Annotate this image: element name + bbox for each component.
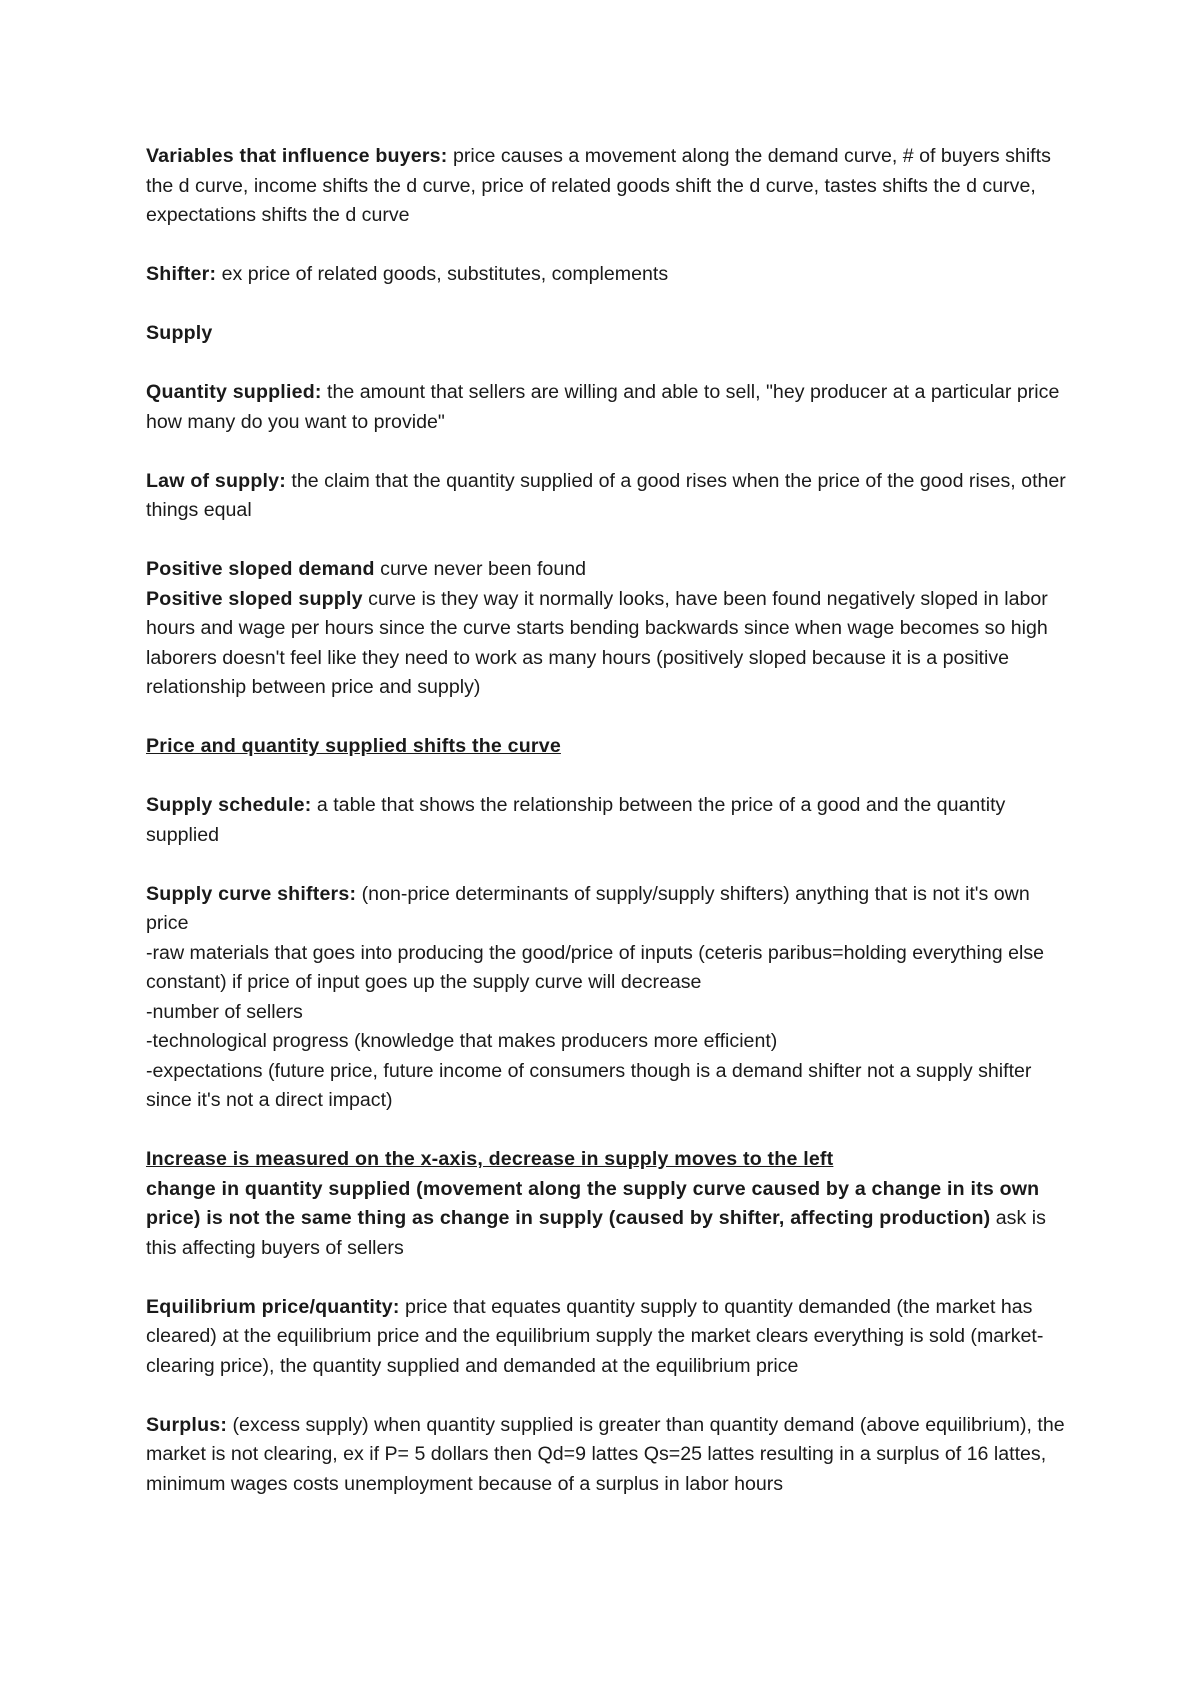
- supply-schedule-paragraph: [146, 791, 1076, 850]
- supply-schedule-term: Supply schedule:: [146, 794, 312, 816]
- positive-supply-text: curve is they way it normally looks, have been found negatively sloped in labor hours and wage per hours since the curve starts bending backwards since when wage becomes so high laborers doesn't feel like they need to work as many hours (positively sloped because it is a positive relationship between price and supply): [146, 587, 1048, 698]
- positive-supply-paragraph: [146, 585, 1076, 703]
- supply-heading: Supply: [146, 322, 213, 344]
- equilibrium-text: price that equates quantity supply to quantity demanded (the market has cleared) at the equilibrium price and the equilibrium supply the market clears everything is sold (market-clearing price), the quantity supplied and demanded at the equilibrium price: [146, 1295, 1044, 1377]
- list-item: -expectations (future price, future income of consumers though is a demand shifter not a supply shifter since it's not a direct impact): [146, 1059, 1032, 1111]
- supply-shifters-term: Supply curve shifters:: [146, 882, 357, 905]
- shifter-text: ex price of related goods, substitutes, complements: [216, 263, 669, 285]
- equilibrium-term: Equilibrium price/quantity:: [146, 1295, 400, 1318]
- variables-paragraph: [146, 142, 1076, 231]
- change-qty-text: ask is this affecting buyers of sellers: [146, 1207, 1046, 1259]
- change-qty-term: change in quantity supplied (movement along the supply curve caused by a change in its own price) is not the same thing as change in supply (caused by shifter, affecting production): [146, 1177, 1040, 1229]
- supply-shifters-intro: [146, 880, 1076, 939]
- change-qty-paragraph: [146, 1175, 1076, 1264]
- surplus-paragraph: [146, 1411, 1076, 1500]
- document-page: [146, 142, 1076, 1529]
- law-of-supply-term: Law of supply:: [146, 469, 286, 492]
- supply-shifters-text: (non-price determinants of supply/supply shifters) anything that is not it's own price: [146, 882, 1030, 934]
- law-of-supply-text: the claim that the quantity supplied of a good rises when the price of the good rises, other things equal: [146, 469, 1066, 521]
- shifter-paragraph: [146, 260, 1076, 290]
- variables-term: Variables that influence buyers:: [146, 145, 448, 167]
- positive-demand-paragraph: [146, 555, 1076, 585]
- variables-text: price causes a movement along the demand curve, # of buyers shifts the d curve, income shifts the d curve, price of related goods shift the d curve, tastes shifts the d curve, expectations shifts the d curve: [146, 145, 1051, 226]
- supply-shifters-block: [146, 880, 1076, 1116]
- increase-block: [146, 1145, 1076, 1263]
- quantity-supplied-term: Quantity supplied:: [146, 381, 322, 403]
- quantity-supplied-text: the amount that sellers are willing and able to sell, "hey producer at a particular price how many do you want to provide": [146, 381, 1060, 433]
- law-of-supply-paragraph: [146, 467, 1076, 526]
- list-item: -raw materials that goes into producing the good/price of inputs (ceteris paribus=holding everything else constant) if price of input goes up the supply curve will decrease: [146, 941, 1045, 993]
- list-item: -number of sellers: [146, 1000, 303, 1023]
- surplus-text: (excess supply) when quantity supplied is greater than quantity demand (above equilibrium), the market is not clearing, ex if P= 5 dollars then Qd=9 lattes Qs=25 lattes resulting in a surplus of 16 lattes, minimum wages costs unemployment because of a surplus in labor hours: [146, 1413, 1065, 1495]
- positive-demand-term: Positive sloped demand: [146, 558, 375, 580]
- surplus-term: Surplus:: [146, 1413, 228, 1436]
- list-item: -technological progress (knowledge that makes producers more efficient): [146, 1030, 778, 1052]
- supply-schedule-text: a table that shows the relationship between the price of a good and the quantity supplied: [146, 794, 1006, 846]
- equilibrium-paragraph: [146, 1293, 1076, 1382]
- positive-supply-term: Positive sloped supply: [146, 587, 363, 610]
- price-qty-heading: Price and quantity supplied shifts the curve: [146, 735, 561, 757]
- increase-heading: Increase is measured on the x-axis, decrease in supply moves to the left: [146, 1148, 834, 1170]
- quantity-supplied-paragraph: [146, 378, 1076, 437]
- shifter-term: Shifter:: [146, 263, 217, 285]
- positive-demand-text: curve never been found: [374, 558, 587, 580]
